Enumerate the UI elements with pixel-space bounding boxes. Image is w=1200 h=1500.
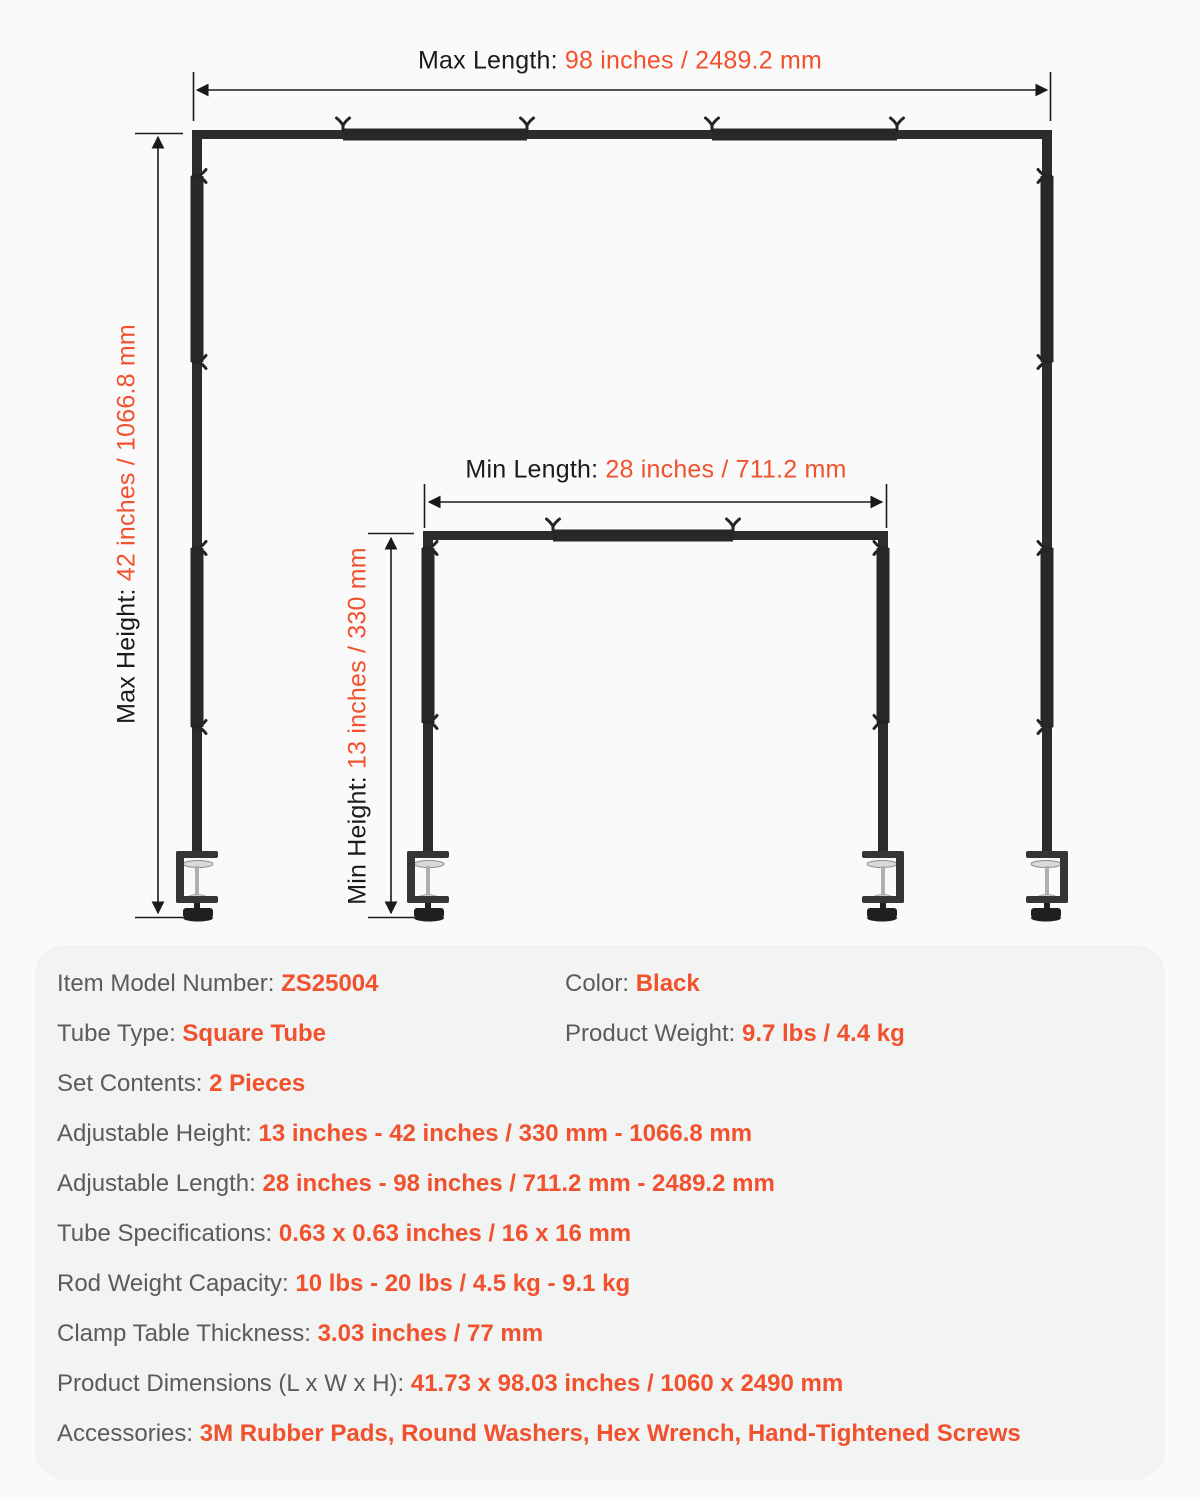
inner-frame: [422, 530, 890, 854]
spec-value: 3M Rubber Pads, Round Washers, Hex Wrench, Hand-Tightened Screws: [199, 1420, 1021, 1447]
spec-set-contents: [57, 1070, 305, 1098]
spec-clamp-table-thickness: [57, 1320, 543, 1348]
spec-row: [57, 1359, 1143, 1409]
spec-tube-specifications: [57, 1220, 631, 1248]
spec-label: Tube Type:: [57, 1020, 183, 1047]
min-height-caption: Min Height:: [343, 768, 372, 905]
spec-row: [57, 1009, 1143, 1059]
spec-label: Adjustable Height:: [57, 1120, 259, 1147]
spec-label: Clamp Table Thickness:: [57, 1320, 318, 1347]
max-height-dimension-arrow: [135, 134, 183, 918]
min-length-value: 28 inches / 711.2 mm: [605, 455, 847, 484]
spec-value: Square Tube: [182, 1020, 326, 1047]
max-length-value: 98 inches / 2489.2 mm: [564, 46, 823, 75]
spec-row: [57, 1259, 1143, 1309]
spec-row: [57, 1059, 1143, 1109]
spec-color: [565, 970, 1143, 998]
spec-value: 28 inches - 98 inches / 711.2 mm - 2489.2 mm: [262, 1170, 775, 1197]
min-length-caption: Min Length:: [465, 455, 606, 484]
spec-value: 2 Pieces: [209, 1070, 306, 1097]
spec-label: Product Dimensions (L x W x H):: [57, 1370, 411, 1397]
min-length-label: [465, 456, 846, 485]
spec-rod-weight-capacity: [57, 1270, 630, 1298]
max-height-label: [113, 324, 142, 724]
spec-value: 3.03 inches / 77 mm: [317, 1320, 544, 1347]
spec-accessories: [57, 1420, 1021, 1448]
spec-label: Item Model Number:: [57, 970, 282, 997]
adjustment-knobs: [193, 118, 1051, 734]
max-height-caption: Max Height:: [112, 581, 141, 724]
spec-label: Set Contents:: [57, 1070, 210, 1097]
spec-value: 0.63 x 0.63 inches / 16 x 16 mm: [278, 1220, 632, 1247]
spec-label: Accessories:: [57, 1420, 200, 1447]
spec-adjustable-length: [57, 1170, 775, 1198]
spec-tube-type: [57, 1020, 565, 1048]
min-height-label: [344, 547, 373, 905]
spec-product-weight: [565, 1020, 1143, 1048]
spec-row: [57, 1409, 1143, 1459]
spec-row: [57, 959, 1143, 1009]
spec-value: 10 lbs - 20 lbs / 4.5 kg - 9.1 kg: [295, 1270, 631, 1297]
spec-item-model-number: [57, 970, 565, 998]
max-height-value: 42 inches / 1066.8 mm: [112, 324, 141, 582]
outer-frame: [191, 129, 1054, 854]
spec-product-dimensions: [57, 1370, 843, 1398]
min-height-value: 13 inches / 330 mm: [343, 547, 372, 769]
spec-panel: [35, 945, 1165, 1480]
spec-row: [57, 1109, 1143, 1159]
table-clamp-outer-left: [176, 851, 218, 922]
spec-row: [57, 1309, 1143, 1359]
spec-label: Adjustable Length:: [57, 1170, 263, 1197]
spec-value: 9.7 lbs / 4.4 kg: [741, 1020, 905, 1047]
spec-label: Rod Weight Capacity:: [57, 1270, 296, 1297]
spec-label: Product Weight:: [565, 1020, 742, 1047]
spec-value: Black: [635, 970, 700, 997]
spec-adjustable-height: [57, 1120, 752, 1148]
spec-row: [57, 1209, 1143, 1259]
min-length-dimension-arrow: [425, 484, 887, 528]
spec-value: 41.73 x 98.03 inches / 1060 x 2490 mm: [410, 1370, 844, 1397]
table-clamp-inner-right: [862, 851, 904, 922]
max-length-caption: Max Length:: [417, 46, 565, 75]
spec-row: [57, 1159, 1143, 1209]
spec-value: ZS25004: [281, 970, 379, 997]
spec-label: Color:: [565, 970, 636, 997]
max-length-dimension-arrow: [194, 72, 1051, 121]
spec-value: 13 inches - 42 inches / 330 mm - 1066.8 mm: [258, 1120, 753, 1147]
max-length-label: [418, 47, 822, 76]
table-clamp-inner-left: [407, 851, 449, 922]
table-clamp-outer-right: [1026, 851, 1068, 922]
spec-label: Tube Specifications:: [57, 1220, 279, 1247]
